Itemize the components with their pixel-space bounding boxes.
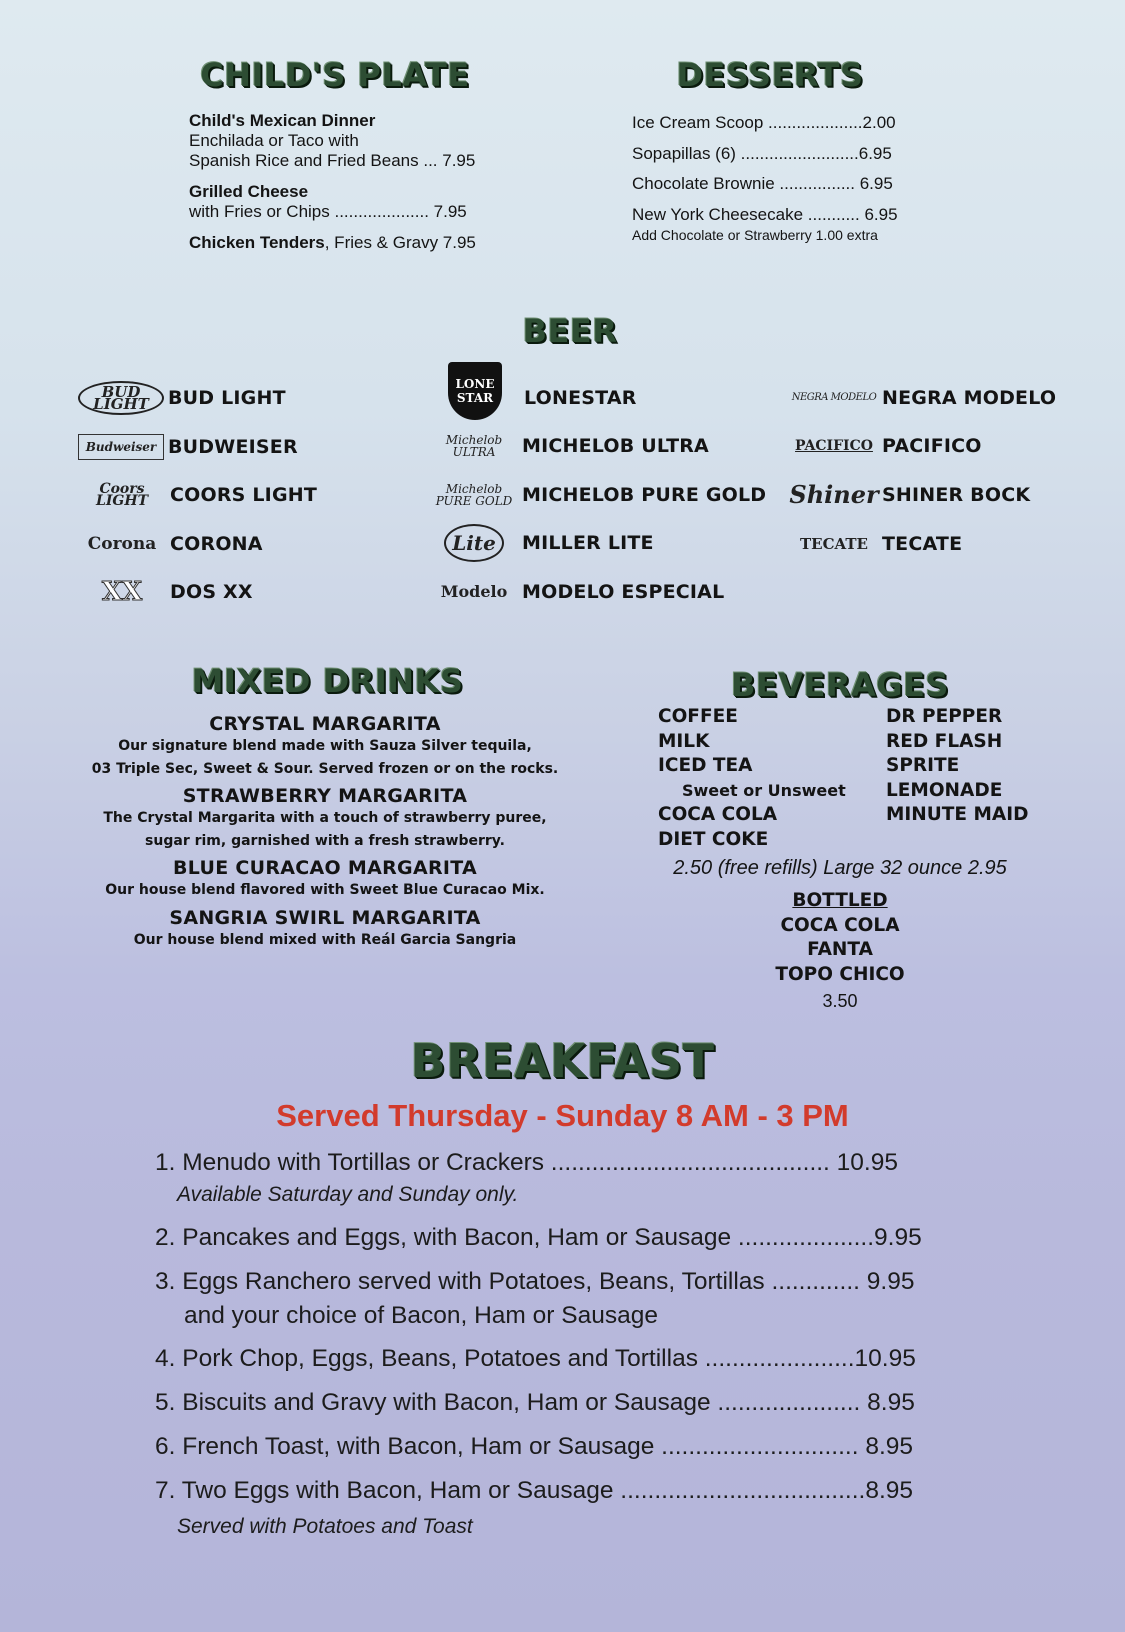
corona-logo: Corona (87, 534, 157, 554)
beer-name: SHINER BOCK (882, 484, 1031, 506)
dessert-item: Ice Cream Scoop ....................2.00 (632, 113, 896, 132)
childs-plate-title: CHILD'S PLATE (200, 56, 470, 94)
drink-name: SANGRIA SWIRL MARGARITA (169, 907, 481, 929)
beverage-item: LEMONADE (886, 779, 1003, 801)
beer-row (790, 377, 1056, 419)
breakfast-item: 4. Pork Chop, Eggs, Beans, Potatoes and Tortillas ......................10.95 (155, 1345, 916, 1372)
tecate-logo: TECATE (800, 535, 868, 553)
beer-name: MODELO ESPECIAL (522, 581, 725, 603)
beer-row (78, 571, 253, 613)
grilled-cheese-price: with Fries or Chips .................... 7.95 (189, 202, 467, 221)
beverage-item: DIET COKE (658, 828, 769, 850)
dessert-note: Add Chocolate or Strawberry 1.00 extra (632, 227, 878, 243)
breakfast-item-cont: and your choice of Bacon, Ham or Sausage (184, 1302, 658, 1329)
lonestar-logo (430, 361, 520, 421)
beer-name: MICHELOB PURE GOLD (522, 484, 767, 506)
drink-desc: sugar rim, garnished with a fresh strawberry. (145, 833, 505, 849)
chicken-tenders-price: , Fries & Gravy 7.95 (324, 233, 476, 252)
beverages-left-col (658, 705, 846, 852)
dos-xx-logo: XX (101, 577, 143, 607)
drink-name: CRYSTAL MARGARITA (209, 713, 441, 735)
negra-modelo-logo: NEGRA MODELO (791, 392, 877, 403)
beer-title: BEER (522, 312, 618, 350)
dessert-item: Chocolate Brownie ................ 6.95 (632, 174, 893, 193)
beer-row (790, 474, 1030, 516)
sweet-note: Sweet or Unsweet (682, 780, 846, 800)
breakfast-served-hours: Served Thursday - Sunday 8 AM - 3 PM (276, 1098, 849, 1133)
beer-name: LONESTAR (524, 387, 637, 409)
bottled-item: TOPO CHICO (775, 963, 905, 985)
beer-row (430, 571, 724, 613)
coors-light-logo: Coors LIGHT (96, 481, 148, 509)
beer-name: BUDWEISER (168, 436, 298, 458)
beer-row (78, 426, 298, 468)
beer-row (78, 474, 317, 516)
dessert-item: New York Cheesecake ........... 6.95 (632, 204, 898, 224)
beer-name: CORONA (170, 533, 263, 555)
desserts-section (632, 108, 898, 243)
childs-dinner-desc: Enchilada or Taco with (189, 131, 359, 150)
beverage-item: COFFEE (658, 706, 738, 727)
grilled-cheese-name: Grilled Cheese (189, 182, 309, 201)
breakfast-item: 3. Eggs Ranchero served with Potatoes, Beans, Tortillas ............. 9.95 (155, 1268, 915, 1295)
beverages-title: BEVERAGES (731, 666, 949, 704)
bottled-item: COCA COLA (780, 914, 900, 936)
beverage-price-line: 2.50 (free refills) Large 32 ounce 2.95 (673, 857, 1007, 879)
beer-name: NEGRA MODELO (882, 387, 1057, 409)
beer-row (790, 523, 962, 565)
childs-dinner-name: Child's Mexican Dinner (189, 111, 376, 130)
dessert-item: Sopapillas (6) .........................6.95 (632, 143, 892, 163)
childs-plate-section (189, 111, 476, 253)
bud-light-logo: BUD LIGHT (78, 381, 164, 415)
beverages-right-col (886, 705, 1028, 828)
chicken-tenders-line (189, 233, 476, 253)
michelob-pure-gold-logo: Michelob PURE GOLD (435, 482, 513, 508)
mixed-drinks-section (70, 713, 580, 952)
breakfast-item: 1. Menudo with Tortillas or Crackers ......................................... 10.95 (155, 1149, 898, 1176)
breakfast-item: 5. Biscuits and Gravy with Bacon, Ham or Sausage ..................... 8.95 (155, 1389, 915, 1416)
beer-name: TECATE (882, 533, 963, 555)
drink-name: BLUE CURACAO MARGARITA (172, 857, 478, 879)
beer-name: PACIFICO (882, 435, 982, 457)
breakfast-item-note: Served with Potatoes and Toast (177, 1515, 473, 1538)
beer-row (430, 474, 766, 516)
breakfast-item: 7. Two Eggs with Bacon, Ham or Sausage ....................................8.95 (155, 1477, 914, 1504)
beverage-item: ICED TEA (658, 755, 753, 776)
beverage-item: RED FLASH (886, 730, 1003, 752)
beverage-item: COCA COLA (658, 804, 778, 825)
bottled-item: FANTA (807, 939, 873, 960)
beverage-item: MINUTE MAID (886, 804, 1029, 825)
lonestar-shield-icon: LONE STAR (448, 362, 502, 420)
beverage-item: MILK (658, 730, 710, 752)
chicken-tenders-name: Chicken Tenders (189, 233, 325, 252)
bottled-price: 3.50 (822, 991, 858, 1011)
breakfast-item-note: Available Saturday and Sunday only. (177, 1183, 519, 1206)
beer-row (790, 425, 982, 467)
drink-desc: Our house blend flavored with Sweet Blue Curacao Mix. (105, 882, 545, 898)
michelob-ultra-logo: Michelob ULTRA (445, 433, 503, 459)
beer-row (430, 425, 709, 467)
beer-row (430, 377, 637, 419)
mixed-drinks-title: MIXED DRINKS (191, 662, 464, 700)
beer-row (430, 522, 654, 564)
beer-row (78, 377, 286, 419)
beverage-item: SPRITE (886, 755, 960, 776)
modelo-logo: Modelo (440, 582, 508, 601)
drink-desc: Our house blend mixed with Reál Garcia Sangria (133, 932, 517, 948)
desserts-title: DESSERTS (676, 56, 864, 94)
drink-desc: Our signature blend made with Sauza Silver tequila, (118, 738, 532, 754)
beverage-item: DR PEPPER (886, 706, 1003, 727)
beer-name: DOS XX (170, 581, 253, 603)
beer-name: MILLER LITE (522, 532, 654, 554)
breakfast-title: BREAKFAST (410, 1034, 715, 1088)
beer-name: COORS LIGHT (170, 484, 318, 506)
drink-name: STRAWBERRY MARGARITA (182, 785, 468, 807)
bottled-title: BOTTLED (792, 890, 888, 911)
beer-row (78, 523, 263, 565)
shiner-logo: Shiner (789, 480, 879, 509)
beer-name: MICHELOB ULTRA (522, 435, 709, 457)
breakfast-item: 2. Pancakes and Eggs, with Bacon, Ham or Sausage ....................9.95 (155, 1224, 922, 1251)
bottled-section (740, 889, 940, 1015)
miller-lite-logo: Lite (444, 524, 504, 562)
pacifico-logo: PACIFICO (795, 438, 873, 454)
childs-dinner-price: Spanish Rice and Fried Beans ... 7.95 (189, 151, 476, 170)
breakfast-item: 6. French Toast, with Bacon, Ham or Sausage ............................. 8.95 (155, 1433, 914, 1460)
beer-name: BUD LIGHT (168, 387, 286, 409)
drink-desc: The Crystal Margarita with a touch of strawberry puree, (103, 810, 547, 826)
budweiser-logo: Budweiser (78, 434, 164, 460)
drink-desc: 03 Triple Sec, Sweet & Sour. Served frozen or on the rocks. (91, 761, 559, 777)
